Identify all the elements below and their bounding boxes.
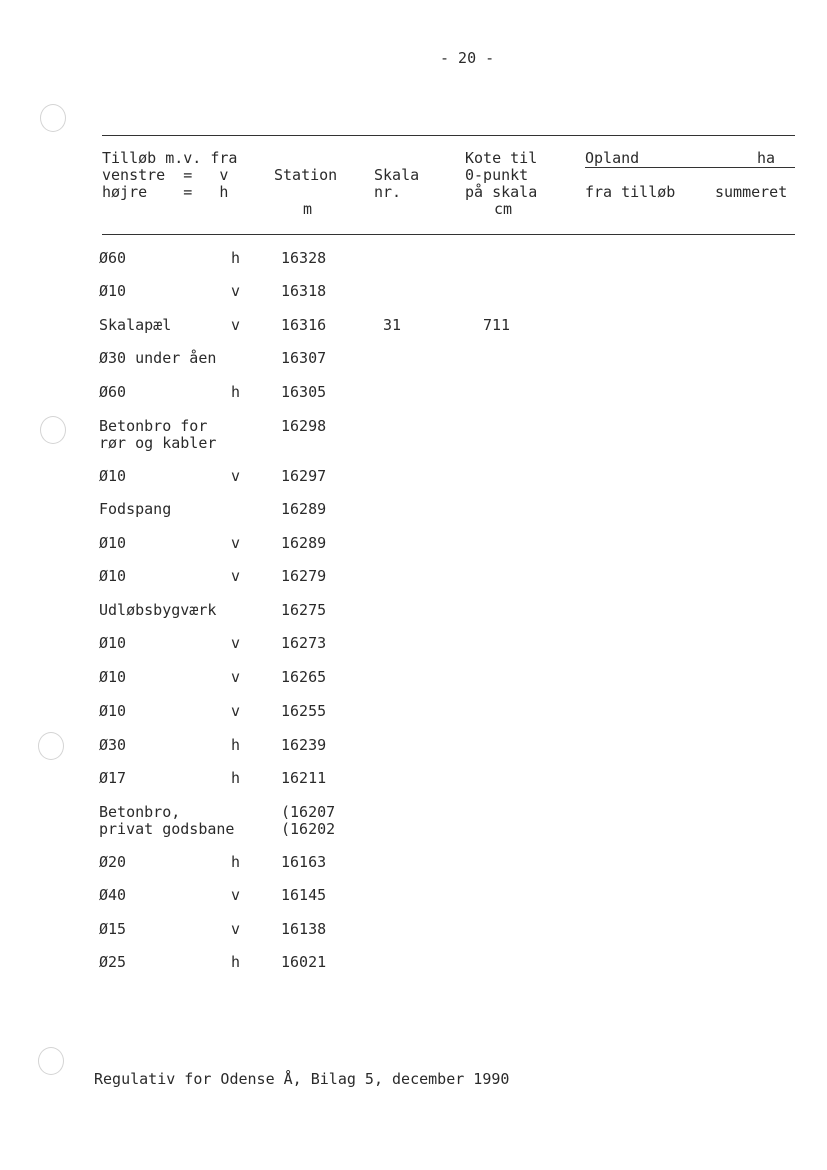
table-row bbox=[0, 770, 827, 804]
row-side: v bbox=[231, 467, 241, 485]
row-station: 16289 bbox=[281, 534, 327, 552]
row-station: 16316 bbox=[281, 316, 327, 334]
row-name: Ø40 bbox=[99, 886, 127, 904]
row-name: Ø30 bbox=[99, 736, 127, 754]
row-station: 16145 bbox=[281, 886, 327, 904]
row-station: 16265 bbox=[281, 668, 327, 686]
header-fra-tillob: fra tilløb bbox=[585, 183, 676, 201]
header-tillob-line: Tilløb m.v. fra bbox=[102, 149, 238, 167]
row-name: Ø10 bbox=[99, 634, 127, 652]
opland-underline bbox=[585, 167, 795, 168]
row-side: v bbox=[231, 702, 241, 720]
row-side: v bbox=[231, 920, 241, 938]
row-name: Ø10 bbox=[99, 534, 127, 552]
row-station: 16255 bbox=[281, 702, 327, 720]
row-side: v bbox=[231, 282, 241, 300]
header-skala-nr: nr. bbox=[374, 183, 402, 201]
table-row bbox=[0, 250, 827, 284]
table-row bbox=[0, 737, 827, 771]
row-name: Skalapæl bbox=[99, 316, 172, 334]
header-skala: Skala bbox=[374, 166, 420, 184]
row-station: 16318 bbox=[281, 282, 327, 300]
row-name: Ø10 bbox=[99, 567, 127, 585]
table-row bbox=[0, 921, 827, 955]
punch-hole bbox=[40, 104, 66, 132]
header-tillob-line: højre = h bbox=[102, 183, 229, 201]
row-name: Ø17 bbox=[99, 769, 127, 787]
header-kote: 0-punkt bbox=[465, 166, 529, 184]
row-name: Ø60 bbox=[99, 383, 127, 401]
header-top-rule bbox=[102, 135, 795, 136]
header-station-unit: m bbox=[303, 200, 313, 218]
row-side: h bbox=[231, 853, 241, 871]
row-name: Betonbro, privat godsbane bbox=[99, 803, 235, 838]
row-side: v bbox=[231, 886, 241, 904]
table-row bbox=[0, 283, 827, 317]
row-station: 16163 bbox=[281, 853, 327, 871]
row-name: Fodspang bbox=[99, 500, 172, 518]
row-side: h bbox=[231, 769, 241, 787]
table-row bbox=[0, 887, 827, 921]
row-name: Ø20 bbox=[99, 853, 127, 871]
row-station: 16279 bbox=[281, 567, 327, 585]
header-opland-unit: ha bbox=[757, 149, 776, 167]
table-row bbox=[0, 350, 827, 384]
header-kote: på skala bbox=[465, 183, 538, 201]
row-side: h bbox=[231, 383, 241, 401]
row-name: Udløbsbygværk bbox=[99, 601, 217, 619]
table-row bbox=[0, 602, 827, 636]
row-name: Ø10 bbox=[99, 668, 127, 686]
header-station: Station bbox=[274, 166, 338, 184]
header-opland: Opland bbox=[585, 149, 640, 167]
row-name: Betonbro for rør og kabler bbox=[99, 417, 217, 452]
row-station: 16021 bbox=[281, 953, 327, 971]
row-side: v bbox=[231, 567, 241, 585]
header-tillob-line: venstre = v bbox=[102, 166, 229, 184]
row-station: (16207 (16202 bbox=[281, 803, 336, 838]
row-station: 16328 bbox=[281, 249, 327, 267]
punch-hole bbox=[38, 1047, 64, 1075]
row-station: 16275 bbox=[281, 601, 327, 619]
table-row bbox=[0, 669, 827, 703]
row-side: v bbox=[231, 534, 241, 552]
row-side: v bbox=[231, 634, 241, 652]
row-kote: 711 bbox=[483, 316, 511, 334]
table-row bbox=[0, 468, 827, 502]
row-name: Ø15 bbox=[99, 920, 127, 938]
table-row bbox=[0, 535, 827, 569]
table-row bbox=[0, 954, 827, 988]
table-row bbox=[0, 568, 827, 602]
row-name: Ø10 bbox=[99, 282, 127, 300]
header-kote: Kote til bbox=[465, 149, 538, 167]
row-station: 16305 bbox=[281, 383, 327, 401]
header-summeret: summeret bbox=[715, 183, 788, 201]
row-side: v bbox=[231, 668, 241, 686]
table-row bbox=[0, 384, 827, 418]
header-bottom-rule bbox=[102, 234, 795, 235]
header-kote-unit: cm bbox=[494, 200, 513, 218]
table-row bbox=[0, 854, 827, 888]
table-row bbox=[0, 804, 827, 838]
row-name: Ø10 bbox=[99, 702, 127, 720]
table-row bbox=[0, 635, 827, 669]
row-station: 16211 bbox=[281, 769, 327, 787]
row-station: 16273 bbox=[281, 634, 327, 652]
row-station: 16239 bbox=[281, 736, 327, 754]
row-station: 16298 bbox=[281, 417, 327, 435]
table-row bbox=[0, 317, 827, 351]
table-row bbox=[0, 703, 827, 737]
row-side: h bbox=[231, 736, 241, 754]
row-side: v bbox=[231, 316, 241, 334]
row-name: Ø30 under åen bbox=[99, 349, 217, 367]
row-station: 16289 bbox=[281, 500, 327, 518]
row-station: 16297 bbox=[281, 467, 327, 485]
row-station: 16307 bbox=[281, 349, 327, 367]
footer-text: Regulativ for Odense Å, Bilag 5, december 1990 bbox=[94, 1070, 510, 1088]
row-name: Ø25 bbox=[99, 953, 127, 971]
row-skala: 31 bbox=[383, 316, 402, 334]
row-name: Ø10 bbox=[99, 467, 127, 485]
row-station: 16138 bbox=[281, 920, 327, 938]
row-side: h bbox=[231, 953, 241, 971]
row-side: h bbox=[231, 249, 241, 267]
table-row bbox=[0, 501, 827, 535]
row-name: Ø60 bbox=[99, 249, 127, 267]
page-number: - 20 - bbox=[440, 49, 495, 67]
table-row bbox=[0, 418, 827, 452]
